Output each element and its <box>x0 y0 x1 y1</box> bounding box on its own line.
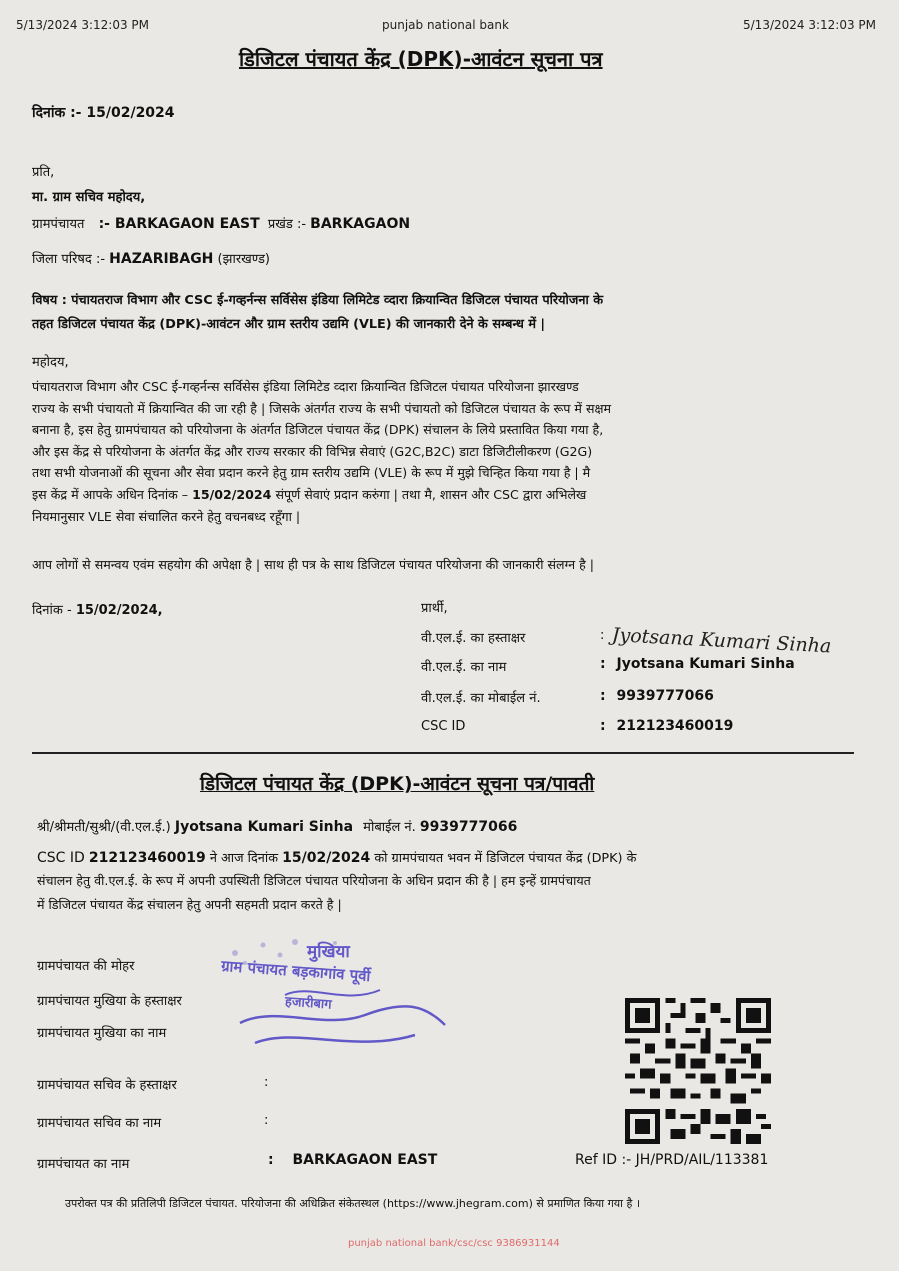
vle-name-value: Jyotsana Kumari Sinha <box>616 656 795 672</box>
date-value: 15/02/2024 <box>86 105 175 121</box>
district-value: HAZARIBAGH <box>109 251 214 267</box>
letter-date <box>32 103 175 122</box>
sachiv-sign-colon: : <box>264 1075 269 1090</box>
vle-name-label: वी.एल.ई. का नाम <box>421 660 507 675</box>
footer-date-value: 15/02/2024, <box>75 603 163 618</box>
to-label: प्रति, <box>32 165 55 180</box>
body-line: तथा सभी योजनाओं की सूचना और सेवा प्रदान करने हेतु ग्राम स्तरीय उद्यमि (VLE) के रूप में मुझे चिन्हित किया गया है | मै <box>32 465 591 481</box>
body-line-6-rest: संपूर्ण सेवाएं प्रदान करुंगा | तथा मै, शासन और CSC द्वारा अभिलेख <box>275 486 587 502</box>
receipt-line-2 <box>37 848 636 866</box>
body-date: 15/02/2024 <box>192 486 272 502</box>
subject-line-2: तहत डिजिटल पंचायत केंद्र (DPK)-आवंटन और ग्राम स्तरीय उद्यमि (VLE) की जानकारी देने के सम्बन्ध में | <box>32 317 546 332</box>
sachiv-name-label: ग्रामपंचायत सचिव का नाम <box>37 1116 162 1131</box>
print-header-bank: punjab national bank <box>382 18 509 32</box>
mukhiya-name-label: ग्रामपंचायत मुखिया का नाम <box>37 1026 167 1041</box>
district-label: जिला परिषद :- <box>32 252 106 267</box>
body-line: बनाना है, इस हेतु ग्रामपंचायत को परियोजना के अंतर्गत डिजिटल पंचायत केंद्र (DPK) संचालन के लिये प्रस्तावित किया गया है, <box>32 422 604 438</box>
subject-line-1: विषय : पंचायतराज विभाग और CSC ई-गव्हर्नन्स सर्विसेस इंडिया लिमिटेड व्दारा क्रियान्वित डिजिटल पंचायत परियोजना के <box>32 293 604 308</box>
footer-date-label: दिनांक - <box>32 603 72 618</box>
receipt-vle-name: Jyotsana Kumari Sinha <box>174 819 354 835</box>
csc-id-value: 212123460019 <box>616 718 734 734</box>
receipt-line-2-mid: ने आज दिनांक <box>209 851 279 866</box>
seal-label: ग्रामपंचायत की मोहर <box>37 959 135 974</box>
qr-code-icon <box>625 998 771 1144</box>
letter-title: डिजिटल पंचायत केंद्र (DPK)-आवंटन सूचना पत्र <box>239 47 603 71</box>
block-label: प्रखंड :- <box>267 217 307 232</box>
receipt-line-3: संचालन हेतु वी.एल.ई. के रूप में अपनी उपस्थिती डिजिटल पंचायत परियोजना के अधिन प्रदान की है | हम इन्हें ग्रामपंचायत <box>37 873 591 888</box>
gram-panchayat-line <box>32 214 410 232</box>
vle-mobile-value: 9939777066 <box>616 688 714 704</box>
receipt-mobile: 9939777066 <box>419 819 518 835</box>
district-state: (झारखण्ड) <box>217 252 270 267</box>
body-line: और इस केंद्र से परियोजना के अंतर्गत केंद्र और राज्य सरकार की विभिन्न सेवाएं (G2C,B2C) डाटा डिजिटीलीकरण (G2G) <box>32 443 593 459</box>
vle-mobile-colon: : <box>600 688 606 704</box>
addressee: मा. ग्राम सचिव महोदय, <box>32 190 146 205</box>
vle-name-line <box>600 656 795 672</box>
receipt-title: डिजिटल पंचायत केंद्र (DPK)-आवंटन सूचना पत्र/पावती <box>200 773 595 795</box>
vle-name-colon: : <box>600 656 606 672</box>
sachiv-sign-label: ग्रामपंचायत सचिव के हस्ताक्षर <box>37 1078 177 1093</box>
receipt-line-4: में डिजिटल पंचायत केंद्र संचालन हेतु अपनी सहमती प्रदान करते है | <box>37 897 342 912</box>
body-line: नियमानुसार VLE सेवा संचालित करने हेतु वचनबध्द रहूँगा | <box>32 508 301 524</box>
receipt-line-2-rest: को ग्रामपंचायत भवन में डिजिटल पंचायत केंद्र (DPK) के <box>374 851 637 866</box>
section-divider <box>32 752 854 754</box>
stamp-line-3: हजारीबाग <box>284 994 333 1013</box>
body-line: राज्य के सभी पंचायतो में क्रियान्वित की जा रही है | जिसके अंतर्गत राज्य के सभी पंचायतो को डिजिटल पंचायत के रूप में सक्षम <box>32 400 612 416</box>
closing-line: आप लोगों से समन्वय एवंम सहयोग की अपेक्षा है | साथ ही पत्र के साथ डिजिटल पंचायत परियोजना की जानकारी संलग्न है | <box>32 557 595 572</box>
vle-sign-colon: : <box>600 628 605 643</box>
print-timestamp-left: 5/13/2024 3:12:03 PM <box>16 18 150 32</box>
receipt-line-1 <box>37 817 517 835</box>
receipt-date: 15/02/2024 <box>282 850 371 866</box>
body-line-6-start: इस केंद्र में आपके अधिन दिनांक – <box>32 486 189 502</box>
receipt-prefix: श्री/श्रीमती/सुश्री/(वी.एल.ई.) <box>37 820 171 835</box>
body-line <box>32 484 611 506</box>
gp-name-label: ग्रामपंचायत का नाम <box>37 1157 130 1172</box>
receipt-csc-id: 212123460019 <box>88 850 206 866</box>
vle-mobile-line <box>600 688 714 704</box>
sachiv-name-colon: : <box>264 1113 269 1128</box>
receipt-csc-label: CSC ID <box>37 850 85 866</box>
gp-name-value: BARKAGAON EAST <box>292 1152 438 1168</box>
ref-id: Ref ID :- JH/PRD/AIL/113381 <box>575 1152 769 1168</box>
csc-id-line <box>600 718 733 734</box>
receipt-mobile-label: मोबाईल नं. <box>363 820 416 835</box>
footer-date <box>32 600 163 618</box>
print-watermark: punjab national bank/csc/csc 9386931144 <box>348 1238 560 1249</box>
gp-name-colon: : <box>268 1152 274 1168</box>
stamp-line-2: ग्राम पंचायत बड़कागांव पूर्वी <box>220 956 372 986</box>
letter-body <box>32 376 611 527</box>
csc-id-colon: : <box>600 718 606 734</box>
date-label: दिनांक :- <box>32 105 82 121</box>
gp-name-line <box>268 1152 437 1168</box>
csc-id-label: CSC ID <box>421 719 466 734</box>
vle-signature: Jyotsana Kumari Sinha <box>611 624 832 658</box>
gp-value: :- BARKAGAON EAST <box>98 216 260 232</box>
salutation: महोदय, <box>32 355 69 370</box>
body-line: पंचायतराज विभाग और CSC ई-गव्हर्नन्स सर्विसेस इंडिया लिमिटेड व्दारा क्रियान्वित डिजिटल पंचायत परियोजना झारखण्ड <box>32 379 579 394</box>
block-value: BARKAGAON <box>310 216 411 232</box>
print-timestamp-right: 5/13/2024 3:12:03 PM <box>743 18 877 32</box>
stamp-line-1: मुखिया <box>307 942 350 962</box>
gp-label: ग्रामपंचायत <box>32 217 85 232</box>
footer-note: उपरोक्त पत्र की प्रतिलिपी डिजिटल पंचायत. परियोजना की अधिक्रित संकेतस्थल (https://www.jhegram.com) से प्रमाणित किया गया है । <box>65 1197 641 1210</box>
mukhiya-sign-label: ग्रामपंचायत मुखिया के हस्ताक्षर <box>37 994 182 1009</box>
applicant-label: प्रार्थी, <box>421 601 448 616</box>
vle-mobile-label: वी.एल.ई. का मोबाईल नं. <box>421 691 541 706</box>
mukhiya-stamp <box>215 935 455 1065</box>
vle-sign-label: वी.एल.ई. का हस्ताक्षर <box>421 631 526 646</box>
district-line <box>32 249 270 267</box>
